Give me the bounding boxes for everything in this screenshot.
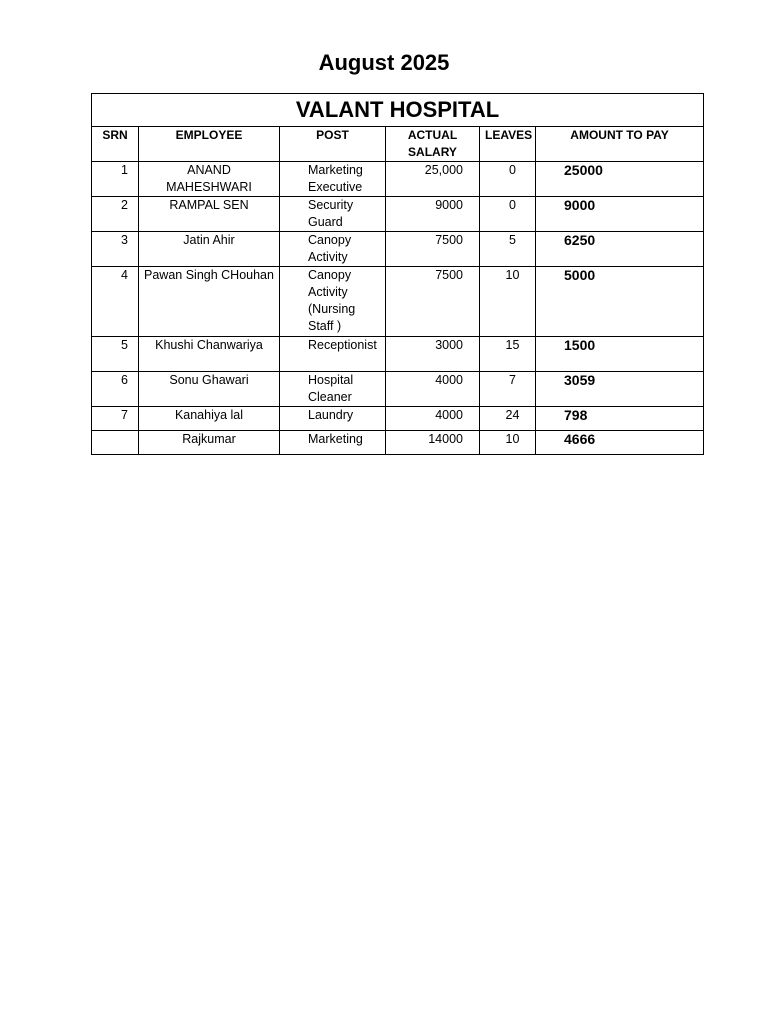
table-row bbox=[92, 407, 704, 431]
cell-srn: 2 bbox=[92, 197, 139, 232]
table-row bbox=[92, 337, 704, 372]
page-title: August 2025 bbox=[318, 50, 450, 75]
cell-amount-to-pay: 9000 bbox=[536, 197, 704, 232]
table-row bbox=[92, 267, 704, 337]
cell-srn: 6 bbox=[92, 372, 139, 407]
cell-employee: Jatin Ahir bbox=[139, 232, 280, 267]
cell-employee: Kanahiya lal bbox=[139, 407, 280, 431]
cell-srn: 5 bbox=[92, 337, 139, 372]
cell-employee: Rajkumar bbox=[139, 431, 280, 455]
table-row bbox=[92, 162, 704, 197]
cell-employee: Khushi Chanwariya bbox=[139, 337, 280, 372]
cell-amount-to-pay: 6250 bbox=[536, 232, 704, 267]
cell-srn bbox=[92, 431, 139, 455]
cell-employee: Sonu Ghawari bbox=[139, 372, 280, 407]
cell-post: Canopy Activity (Nursing Staff ) bbox=[280, 267, 386, 337]
cell-amount-to-pay: 1500 bbox=[536, 337, 704, 372]
cell-srn: 3 bbox=[92, 232, 139, 267]
cell-post: Marketing Executive bbox=[280, 162, 386, 197]
table-row bbox=[92, 197, 704, 232]
cell-leaves: 10 bbox=[480, 431, 536, 455]
cell-leaves: 7 bbox=[480, 372, 536, 407]
cell-employee: ANAND MAHESHWARI bbox=[139, 162, 280, 197]
cell-employee: Pawan Singh CHouhan bbox=[139, 267, 280, 337]
cell-amount-to-pay: 5000 bbox=[536, 267, 704, 337]
cell-leaves: 10 bbox=[480, 267, 536, 337]
table-row bbox=[92, 431, 704, 455]
cell-amount-to-pay: 3059 bbox=[536, 372, 704, 407]
header-actual-salary: ACTUAL SALARY bbox=[386, 127, 480, 162]
cell-actual-salary: 14000 bbox=[386, 431, 480, 455]
cell-actual-salary: 25,000 bbox=[386, 162, 480, 197]
header-amount-to-pay: AMOUNT TO PAY bbox=[536, 127, 704, 162]
cell-srn: 4 bbox=[92, 267, 139, 337]
cell-amount-to-pay: 25000 bbox=[536, 162, 704, 197]
hospital-name: VALANT HOSPITAL bbox=[92, 94, 704, 127]
cell-post: Canopy Activity bbox=[280, 232, 386, 267]
table-row bbox=[92, 232, 704, 267]
cell-post: Hospital Cleaner bbox=[280, 372, 386, 407]
cell-actual-salary: 7500 bbox=[386, 232, 480, 267]
cell-leaves: 0 bbox=[480, 162, 536, 197]
cell-actual-salary: 7500 bbox=[386, 267, 480, 337]
cell-post: Security Guard bbox=[280, 197, 386, 232]
header-post: POST bbox=[280, 127, 386, 162]
table-row bbox=[92, 372, 704, 407]
table-header-row bbox=[92, 127, 704, 162]
cell-leaves: 24 bbox=[480, 407, 536, 431]
header-employee: EMPLOYEE bbox=[139, 127, 280, 162]
header-leaves: LEAVES bbox=[480, 127, 536, 162]
cell-amount-to-pay: 4666 bbox=[536, 431, 704, 455]
cell-actual-salary: 4000 bbox=[386, 372, 480, 407]
cell-leaves: 5 bbox=[480, 232, 536, 267]
cell-leaves: 0 bbox=[480, 197, 536, 232]
cell-leaves: 15 bbox=[480, 337, 536, 372]
cell-actual-salary: 3000 bbox=[386, 337, 480, 372]
cell-srn: 7 bbox=[92, 407, 139, 431]
cell-amount-to-pay: 798 bbox=[536, 407, 704, 431]
cell-actual-salary: 4000 bbox=[386, 407, 480, 431]
cell-post: Laundry bbox=[280, 407, 386, 431]
payroll-table bbox=[91, 93, 704, 455]
header-srn: SRN bbox=[92, 127, 139, 162]
cell-post: Receptionist bbox=[280, 337, 386, 372]
cell-post: Marketing bbox=[280, 431, 386, 455]
cell-actual-salary: 9000 bbox=[386, 197, 480, 232]
cell-srn: 1 bbox=[92, 162, 139, 197]
cell-employee: RAMPAL SEN bbox=[139, 197, 280, 232]
table-caption-row bbox=[92, 94, 704, 127]
